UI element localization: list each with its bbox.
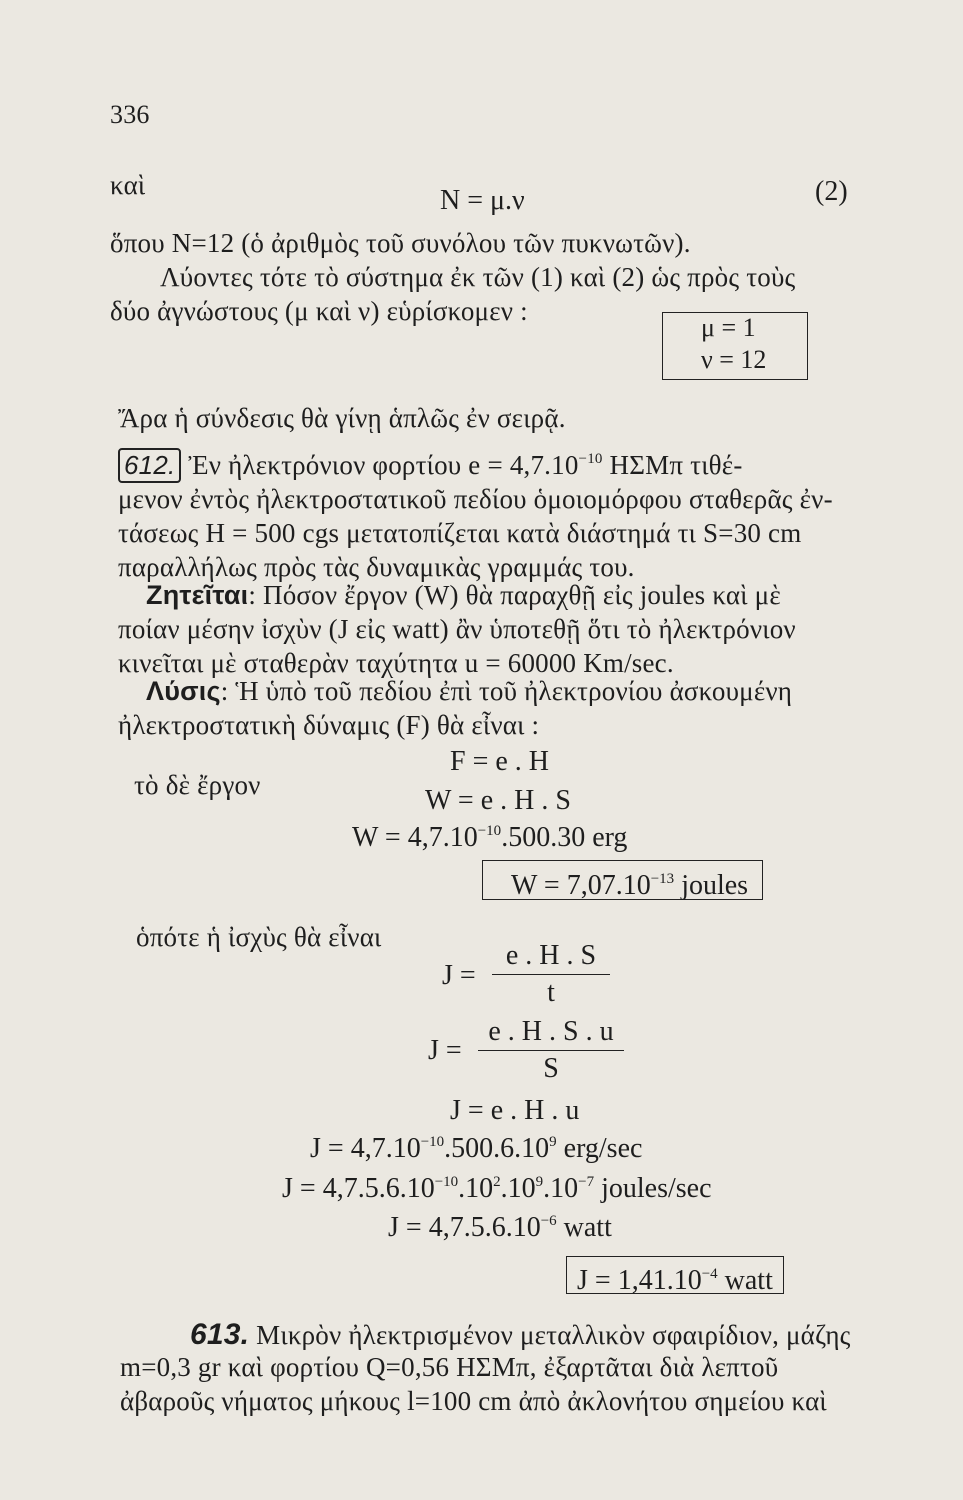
p612-l1-exp: −10 [578,451,603,467]
problem-612-number: 612. [118,448,181,483]
line-opou: ὅπου N=12 (ὁ ἀριθμὸς τοῦ συνόλου τῶν πυκνωτῶν). [110,228,691,258]
zhteitai-label: Ζητεῖται [146,580,249,610]
j4-c: erg/sec [556,1133,643,1164]
result-mu: μ = 1 [701,313,756,342]
j6-exp: −6 [540,1213,557,1229]
p612-l1-a: Ἐν ἠλεκτρόνιον φορτίου e = 4,7.10 [188,450,579,480]
equation-j5 [282,1173,712,1205]
fraction-2-num: e . H . S . u [488,1016,614,1047]
w3-exp: −13 [650,871,675,887]
w2-exp: −10 [477,823,502,839]
j5-exp2: 2 [493,1174,501,1190]
lysis-label: Λύσις [146,676,221,706]
j5-d: .10 [543,1173,579,1204]
problem-613-line-1 [190,1318,851,1352]
equation-j4 [310,1133,642,1165]
page-number: 336 [110,100,150,129]
j-eq-2: J = [428,1035,462,1066]
j7-exp: −4 [701,1266,718,1282]
problem-612-line-4: παραλλήλως πρὸς τὰς δυναμικὰς γραμμάς του. [118,552,635,582]
equation-f: F = e . H [450,746,550,777]
j6-a: J = 4,7.5.6.10 [388,1212,541,1243]
p612-l1-b: ΗΣΜπ τιθέ- [602,450,743,480]
equation-j6 [388,1212,612,1244]
problem-612-line-7: κινεῖται μὲ σταθερὰν ταχύτητα u = 60000 Km/sec. [118,648,674,678]
result-j-box [566,1256,784,1294]
j-eq-1: J = [442,960,476,991]
equation-w2 [352,822,627,854]
fraction-2-bar [478,1050,624,1051]
fraction-2-den: S [543,1053,559,1084]
problem-613-number: 613. [190,1318,250,1351]
fraction-2 [478,1016,624,1085]
j5-e: joules/sec [594,1173,712,1204]
w3-a: W = 7,07.10 [511,870,651,901]
j4-a: J = 4,7.10 [310,1133,421,1164]
j7-a: J = 1,41.10 [577,1265,702,1296]
problem-612-line-2: μενον ἐντὸς ἠλεκτροστατικοῦ πεδίου ὁμοιομόρφου σταθερᾶς ἐν- [118,484,833,514]
j5-exp1: −10 [434,1174,459,1190]
problem-613-line-2: m=0,3 gr καὶ φορτίου Q=0,56 ΗΣΜπ, ἐξαρτᾶται διὰ λεπτοῦ [120,1352,779,1382]
equation-tag: (2) [815,176,848,207]
intro-word: καὶ [110,170,146,200]
equation-j3: J = e . H . u [450,1095,580,1126]
problem-612-line-6: ποίαν μέσην ἰσχὺν (J εἰς watt) ἂν ὑποτεθῇ ὅτι τὸ ἠλεκτρόνιον [118,614,796,644]
equation-n: N = μ.ν [440,185,525,216]
line-luontes: Λύοντες τότε τὸ σύστημα ἐκ τῶν (1) καὶ (2) ὡς πρὸς τοὺς [160,262,796,292]
w3-b: joules [674,870,749,901]
j4-b: .500.6.10 [444,1133,550,1164]
result-box [662,312,808,380]
to-de-ergon: τὸ δὲ ἔργον [134,770,261,800]
problem-613-line-3: ἀβαροῦς νήματος μήκους l=100 cm ἀπὸ ἀκλονήτου σημείου καὶ [120,1386,827,1416]
fraction-1-bar [492,974,610,975]
fraction-1 [492,940,610,1009]
fraction-1-num: e . H . S [505,940,597,971]
equation-w1: W = e . H . S [425,785,571,816]
problem-612-line-9: ἠλεκτροστατικὴ δύναμις (F) θὰ εἶναι : [118,710,540,740]
j4-exp1: −10 [420,1134,445,1150]
j5-exp4: −7 [578,1174,595,1190]
result-nu: ν = 12 [701,345,767,374]
line-duo: δύο ἀγνώστους (μ καὶ ν) εὑρίσκομεν : [110,296,528,326]
p612-l5: : Πόσον ἔργον (W) θὰ παραχθῇ εἰς joules καὶ μὲ [248,580,781,610]
problem-612-line-5 [146,580,781,611]
j5-exp3: 9 [535,1174,544,1190]
j7-b: watt [717,1265,773,1296]
p612-l8: : Ἡ ὑπὸ τοῦ πεδίου ἐπὶ τοῦ ἠλεκτρονίου ἀσκουμένη [220,676,793,706]
result-w-box [482,860,763,900]
w2-b: .500.30 erg [501,822,628,853]
opote-line: ὁπότε ἡ ἰσχὺς θὰ εἶναι [136,922,382,952]
fraction-1-den: t [547,977,555,1008]
j5-b: .10 [458,1173,494,1204]
problem-612-line-1 [118,448,743,483]
problem-612-line-8 [146,676,792,707]
j5-a: J = 4,7.5.6.10 [282,1173,435,1204]
line-ara: Ἄρα ἡ σύνδεσις θὰ γίνῃ ἁπλῶς ἐν σειρᾷ. [118,403,566,433]
p613-l1: Μικρὸν ἠλεκτρισμένον μεταλλικὸν σφαιρίδιον, μάζης [249,1320,851,1350]
j5-c: .10 [500,1173,536,1204]
j4-exp2: 9 [549,1134,557,1150]
j6-b: watt [556,1212,612,1243]
problem-612-line-3: τάσεως H = 500 cgs μετατοπίζεται κατὰ διάστημά τι S=30 cm [118,518,802,548]
w2-a: W = 4,7.10 [352,822,478,853]
